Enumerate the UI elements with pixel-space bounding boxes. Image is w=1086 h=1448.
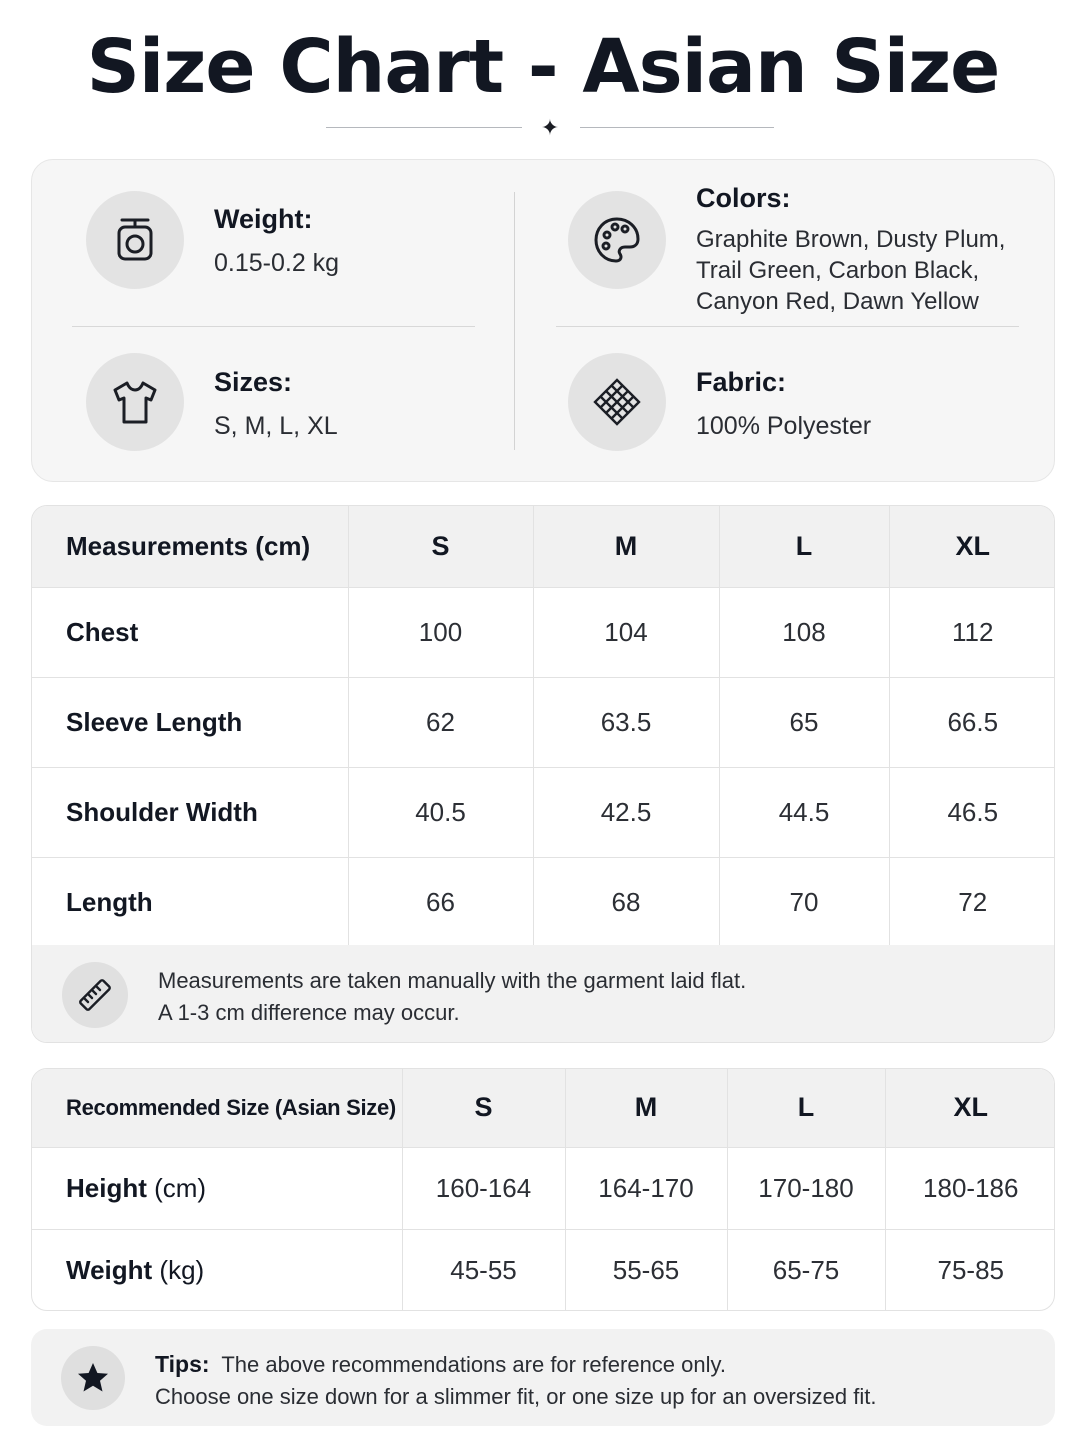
- tshirt-icon: [86, 353, 184, 451]
- table-row: [32, 857, 1055, 947]
- ruler-icon: [62, 962, 128, 1028]
- colors-line-1: Graphite Brown, Dusty Plum,: [696, 226, 1006, 253]
- tips-line-1: Tips: The above recommendations are for reference only.: [155, 1351, 726, 1377]
- scale-icon: [86, 191, 184, 289]
- tips-label: Tips:: [155, 1351, 210, 1377]
- table-cell: 180-186: [885, 1147, 1055, 1229]
- tips-box: [31, 1329, 1055, 1426]
- fabric-label: Fabric:: [696, 367, 787, 397]
- size-header: S: [402, 1069, 565, 1147]
- table-cell: 100: [348, 587, 533, 677]
- table-cell: 108: [719, 587, 889, 677]
- recommended-header: Recommended Size (Asian Size): [32, 1069, 402, 1147]
- weight-label: Weight:: [214, 204, 313, 234]
- row-label: Weight (kg): [32, 1229, 402, 1311]
- table-row: [32, 1229, 1055, 1311]
- size-header: XL: [885, 1069, 1055, 1147]
- table-cell: 66.5: [889, 677, 1055, 767]
- table-cell: 70: [719, 857, 889, 947]
- fabric-weave-icon: [568, 353, 666, 451]
- table-header-row: [32, 506, 1055, 587]
- size-header: M: [565, 1069, 727, 1147]
- table-cell: 170-180: [727, 1147, 885, 1229]
- note-line-2: A 1-3 cm difference may occur.: [158, 1000, 460, 1025]
- table-cell: 62: [348, 677, 533, 767]
- colors-line-3: Canyon Red, Dawn Yellow: [696, 288, 979, 315]
- tips-line-2: Choose one size down for a slimmer fit, or one size up for an oversized fit.: [155, 1384, 877, 1409]
- sparkle-icon: ✦: [540, 115, 560, 140]
- table-cell: 42.5: [533, 767, 719, 857]
- table-cell: 68: [533, 857, 719, 947]
- size-header: L: [727, 1069, 885, 1147]
- table-cell: 40.5: [348, 767, 533, 857]
- table-cell: 164-170: [565, 1147, 727, 1229]
- table-row: [32, 1147, 1055, 1229]
- table-row: [32, 767, 1055, 857]
- measurement-note: [32, 945, 1055, 1043]
- page-title: Size Chart - Asian Size: [86, 24, 1000, 110]
- table-cell: 45-55: [402, 1229, 565, 1311]
- table-cell: 65: [719, 677, 889, 767]
- table-cell: 66: [348, 857, 533, 947]
- measurements-header: Measurements (cm): [32, 506, 348, 587]
- row-label: Sleeve Length: [32, 677, 348, 767]
- table-cell: 63.5: [533, 677, 719, 767]
- colors-label: Colors:: [696, 183, 791, 213]
- table-cell: 55-65: [565, 1229, 727, 1311]
- measurements-table: [31, 505, 1055, 1043]
- table-cell: 104: [533, 587, 719, 677]
- row-label: Shoulder Width: [32, 767, 348, 857]
- size-header: M: [533, 506, 719, 587]
- title-divider: [0, 116, 1086, 140]
- table-header-row: [32, 1069, 1055, 1147]
- palette-icon: [568, 191, 666, 289]
- size-header: S: [348, 506, 533, 587]
- table-row: [32, 677, 1055, 767]
- weight-value: 0.15-0.2 kg: [214, 249, 340, 277]
- table-cell: 44.5: [719, 767, 889, 857]
- size-header: L: [719, 506, 889, 587]
- table-cell: 160-164: [402, 1147, 565, 1229]
- fabric-value: 100% Polyester: [696, 412, 872, 440]
- product-info-card: [31, 159, 1055, 482]
- row-label: Height (cm): [32, 1147, 402, 1229]
- star-icon: [61, 1346, 125, 1410]
- table-row: [32, 587, 1055, 677]
- colors-line-2: Trail Green, Carbon Black,: [696, 257, 980, 284]
- table-cell: 72: [889, 857, 1055, 947]
- recommended-size-table: [31, 1068, 1055, 1311]
- table-cell: 112: [889, 587, 1055, 677]
- sizes-label: Sizes:: [214, 367, 293, 397]
- note-line-1: Measurements are taken manually with the garment laid flat.: [158, 968, 747, 993]
- size-header: XL: [889, 506, 1055, 587]
- table-cell: 75-85: [937, 1254, 1004, 1285]
- row-label: Length: [32, 857, 348, 947]
- table-cell: 46.5: [889, 767, 1055, 857]
- table-cell: 65-75: [727, 1229, 885, 1311]
- sizes-value: S, M, L, XL: [214, 412, 338, 440]
- row-label: Chest: [32, 587, 348, 677]
